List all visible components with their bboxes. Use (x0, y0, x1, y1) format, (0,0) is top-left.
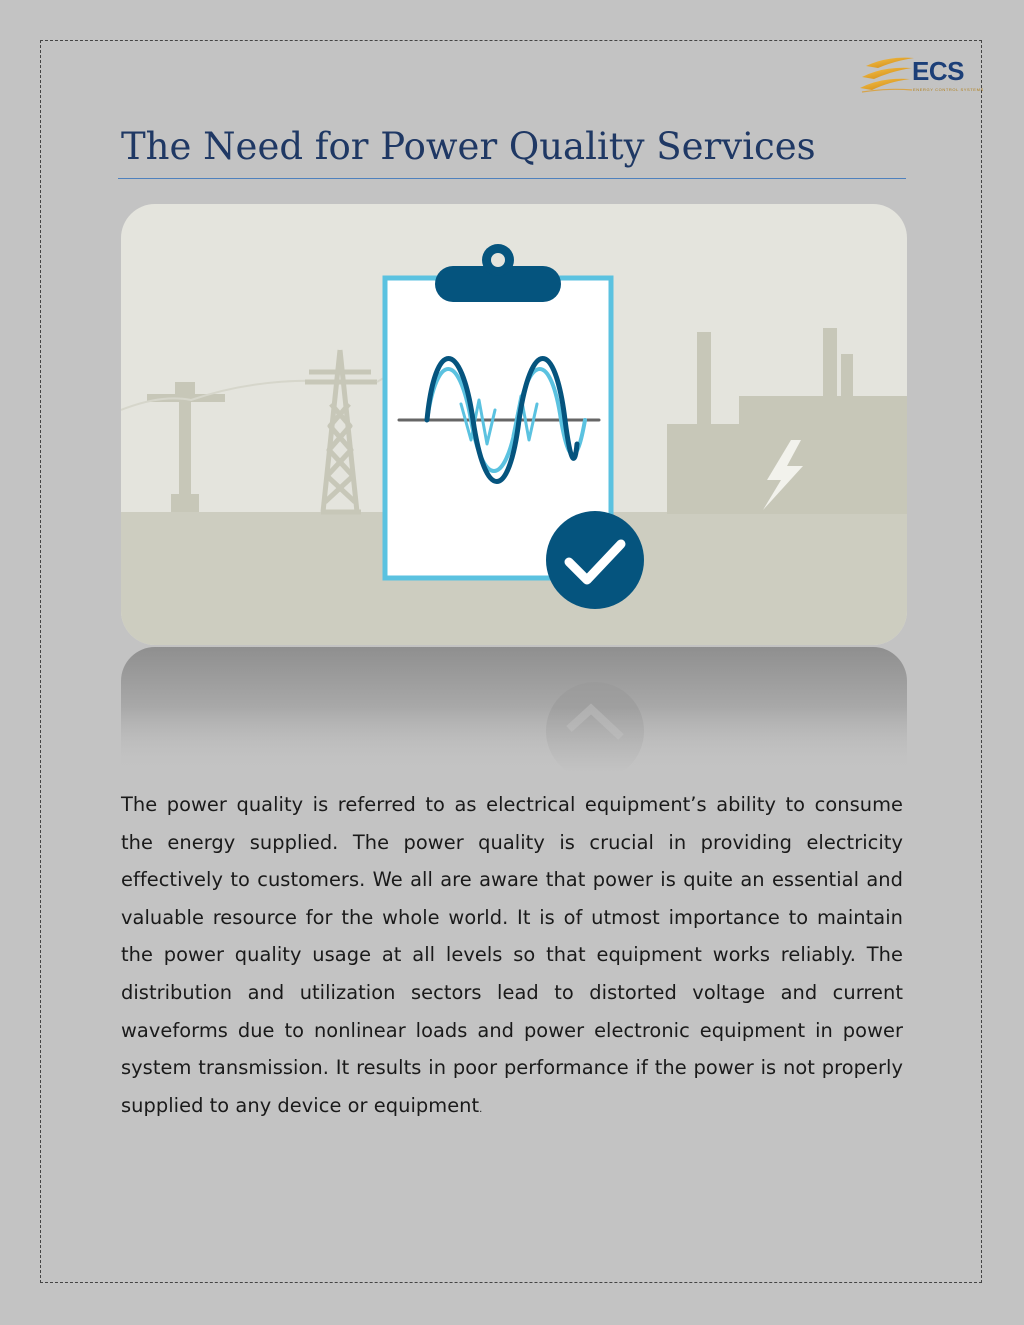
title-underline (118, 178, 906, 179)
page-title: The Need for Power Quality Services (121, 125, 816, 168)
body-paragraph-text: The power quality is referred to as electrical equipment’s ability to consume the energy supplied. The power quality is crucial in providing electricity effectively to customers. We all are aware that power is quite an essential and valuable resource for the whole world. It is of utmost importance to maintain the power quality usage at all levels so that equipment works reliably. The distribution and utilization sectors lead to distorted voltage and current waveforms due to nonlinear loads and power electronic equipment in power system transmission. It results in poor performance if the power is not properly supplied to any device or equipment (121, 793, 903, 1117)
logo-tagline: ENERGY CONTROL SYSTEMS (913, 87, 984, 92)
illustration (121, 204, 907, 645)
body-paragraph-end: . (479, 1103, 483, 1115)
check-mark-icon (546, 511, 644, 609)
logo-brand: ECS (912, 56, 964, 86)
illustration-reflection (121, 647, 907, 772)
body-paragraph (121, 786, 903, 1128)
